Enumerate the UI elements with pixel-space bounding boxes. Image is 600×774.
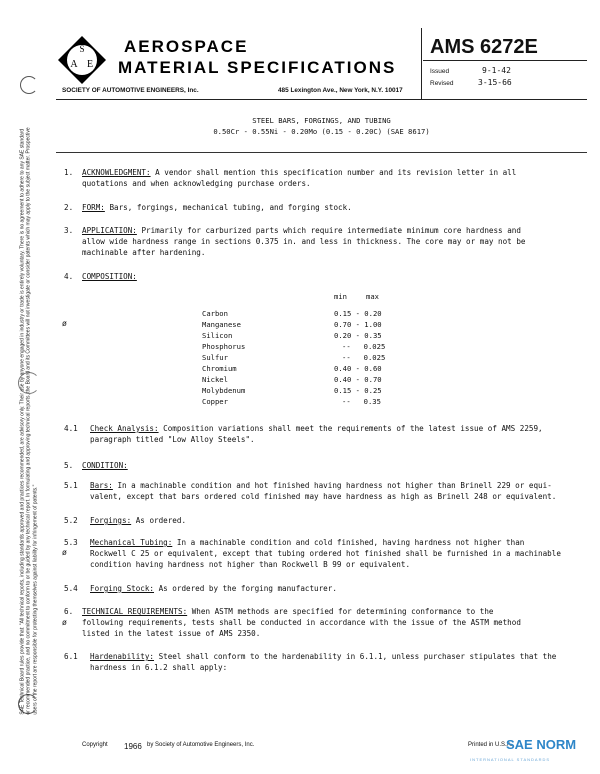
left-margin-notice xyxy=(4,127,48,730)
title-rule xyxy=(56,152,587,153)
composition-element: Molybdenum xyxy=(202,386,246,395)
section-text: Composition variations shall meet the requirements of the latest issue of AMS 2259, xyxy=(163,424,543,433)
section-text: A vendor shall mention this specification number and its revision letter in all xyxy=(155,168,517,177)
section-number: 5.4 xyxy=(64,584,78,593)
section-heading: CONDITION: xyxy=(82,461,128,470)
section-number: 5.1 xyxy=(64,481,78,490)
change-mark: ø xyxy=(62,618,67,627)
header-divider xyxy=(421,28,422,99)
society-address: 485 Lexington Ave., New York, N.Y. 10017 xyxy=(278,87,403,94)
section-forgings xyxy=(90,515,590,526)
header-title-line2: MATERIAL SPECIFICATIONS xyxy=(118,58,397,77)
composition-value: 0.15 - 0.20 xyxy=(334,309,382,318)
header-title-line1: AEROSPACE xyxy=(124,37,249,56)
section-bars xyxy=(90,480,595,502)
composition-value: 0.15 - 0.25 xyxy=(334,386,382,395)
section-text: hardness in 6.1.2 shall apply: xyxy=(90,663,228,672)
section-acknowledgment xyxy=(82,167,592,189)
footer-copyright: Copyright xyxy=(82,742,108,748)
composition-value: 0.40 - 0.60 xyxy=(334,364,382,373)
header-rule xyxy=(56,99,587,100)
header-title xyxy=(118,36,396,78)
watermark-sub: INTERNATIONAL STANDARDS xyxy=(470,757,551,762)
composition-element: Phosphorus xyxy=(202,342,246,351)
section-number: 4. xyxy=(64,272,74,281)
punch-hole-mark xyxy=(20,76,38,94)
section-text: Bars, forgings, mechanical tubing, and forging stock. xyxy=(109,203,352,212)
section-check-analysis xyxy=(90,423,590,445)
section-number: 6. xyxy=(64,607,74,616)
section-forging-stock xyxy=(90,583,590,594)
section-text: Rockwell C 25 or equivalent, except that tubing ordered hot finished shall be furnished in a machinable xyxy=(90,549,561,558)
section-number: 5. xyxy=(64,461,74,470)
section-heading: TECHNICAL REQUIREMENTS: xyxy=(82,607,188,616)
section-text: When ASTM methods are specified for determining conformance to the xyxy=(191,607,494,616)
section-mechanical-tubing xyxy=(90,537,595,570)
section-text: condition having hardness not higher than Rockwell B 99 or equivalent. xyxy=(90,560,411,569)
composition-element: Chromium xyxy=(202,364,237,373)
footer-printed: Printed in U.S.A. xyxy=(468,742,513,748)
section-text: valent, except that bars ordered cold finished may have hardness as high as Brinell 248 or equivalent. xyxy=(90,492,557,501)
section-number: 6.1 xyxy=(64,652,78,661)
section-heading: Hardenability: xyxy=(90,652,155,661)
document-subtitle: 0.50Cr - 0.55Ni - 0.20Mo (0.15 - 0.20C) (SAE 8617) xyxy=(213,127,430,136)
section-text: paragraph titled "Low Alloy Steels". xyxy=(90,435,255,444)
composition-value: 0.20 - 0.35 xyxy=(334,331,382,340)
document-title: STEEL BARS, FORGINGS, AND TUBING xyxy=(252,116,391,125)
issued-label: Issued xyxy=(430,68,450,75)
section-text: In a machinable condition and hot finished having hardness not higher than Brinell 229 or equi- xyxy=(117,481,552,490)
composition-element: Silicon xyxy=(202,331,233,340)
society-name: SOCIETY OF AUTOMOTIVE ENGINEERS, Inc. xyxy=(62,87,199,94)
composition-element: Sulfur xyxy=(202,353,228,362)
section-text: Steel shall conform to the hardenability in 6.1.1, unless purchaser stipulates that the xyxy=(158,652,557,661)
svg-text:E: E xyxy=(86,59,94,70)
section-heading: FORM: xyxy=(82,203,105,212)
composition-value: -- 0.025 xyxy=(342,353,386,362)
svg-text:A: A xyxy=(70,59,78,70)
sae-technical-board-notice: SAE Technical Board rules provide that: "All technical reports, including standards approved and practices recommended, are advisory only. Their use by anyone engaged in industry or trade is entirely voluntary. There is no agreement to adhere to any SAE standard or recommended practice, and no commitment to conform to or be guided by any technical report. In formulating and approving technical reports, the Board and its Committees will not investigate or consider patents which may apply to the subject matter. Prospective users of the report are responsible for protecting themselves against liability for infringement of patents." xyxy=(19,127,39,715)
section-text: listed in the latest issue of AMS 2350. xyxy=(82,629,261,638)
section-heading: Bars: xyxy=(90,481,113,490)
composition-element: Carbon xyxy=(202,309,228,318)
section-heading: Mechanical Tubing: xyxy=(90,538,173,547)
change-mark: ø xyxy=(62,319,67,328)
revised-label: Revised xyxy=(430,80,454,87)
section-text: quotations and when acknowledging purchase orders. xyxy=(82,179,311,188)
section-number: 5.3 xyxy=(64,538,78,547)
watermark-brand: SAE NORM xyxy=(506,737,577,752)
section-heading: APPLICATION: xyxy=(82,226,137,235)
section-text: allow wide hardness range in sections 0.375 in. and less in thickness. The core may or may not be xyxy=(82,237,526,246)
composition-element: Manganese xyxy=(202,320,241,329)
section-text: As ordered. xyxy=(135,516,187,525)
section-form xyxy=(82,202,592,213)
footer-society: by Society of Automotive Engineers, Inc. xyxy=(147,742,255,748)
section-application xyxy=(82,225,592,258)
section-number: 5.2 xyxy=(64,516,78,525)
footer-year: 1966 xyxy=(124,742,142,751)
section-number: 2. xyxy=(64,203,74,212)
section-heading: Check Analysis: xyxy=(90,424,159,433)
composition-value: -- 0.35 xyxy=(342,397,381,406)
section-text: In a machinable condition and cold finished, having hardness not higher than xyxy=(176,538,525,547)
section-text: As ordered by the forging manufacturer. xyxy=(158,584,337,593)
spec-number: AMS 6272E xyxy=(430,36,538,58)
composition-col-max: max xyxy=(366,292,379,301)
section-hardenability xyxy=(90,651,595,673)
section-text: Primarily for carburized parts which require intermediate minimum core hardness and xyxy=(141,226,521,235)
section-heading: ACKNOWLEDGMENT: xyxy=(82,168,151,177)
section-technical-requirements xyxy=(82,606,594,639)
section-heading: Forgings: xyxy=(90,516,132,525)
svg-text:S: S xyxy=(79,44,85,54)
composition-col-min: min xyxy=(334,292,347,301)
composition-value: -- 0.025 xyxy=(342,342,386,351)
section-heading: Forging Stock: xyxy=(90,584,155,593)
composition-value: 0.70 - 1.00 xyxy=(334,320,382,329)
section-number: 3. xyxy=(64,226,74,235)
change-mark: ø xyxy=(62,548,67,557)
section-number: 4.1 xyxy=(64,424,78,433)
issued-date: 9-1-42 xyxy=(482,66,511,75)
sae-logo-icon xyxy=(56,34,108,86)
composition-value: 0.40 - 0.70 xyxy=(334,375,382,384)
section-text: machinable after hardening. xyxy=(82,248,206,257)
revised-date: 3-15-66 xyxy=(478,78,512,87)
section-text: following requirements, tests shall be conducted in accordance with the issue of the ASTM method xyxy=(82,618,521,627)
section-number: 1. xyxy=(64,168,74,177)
composition-element: Copper xyxy=(202,397,228,406)
composition-element: Nickel xyxy=(202,375,228,384)
section-heading: COMPOSITION: xyxy=(82,272,137,281)
